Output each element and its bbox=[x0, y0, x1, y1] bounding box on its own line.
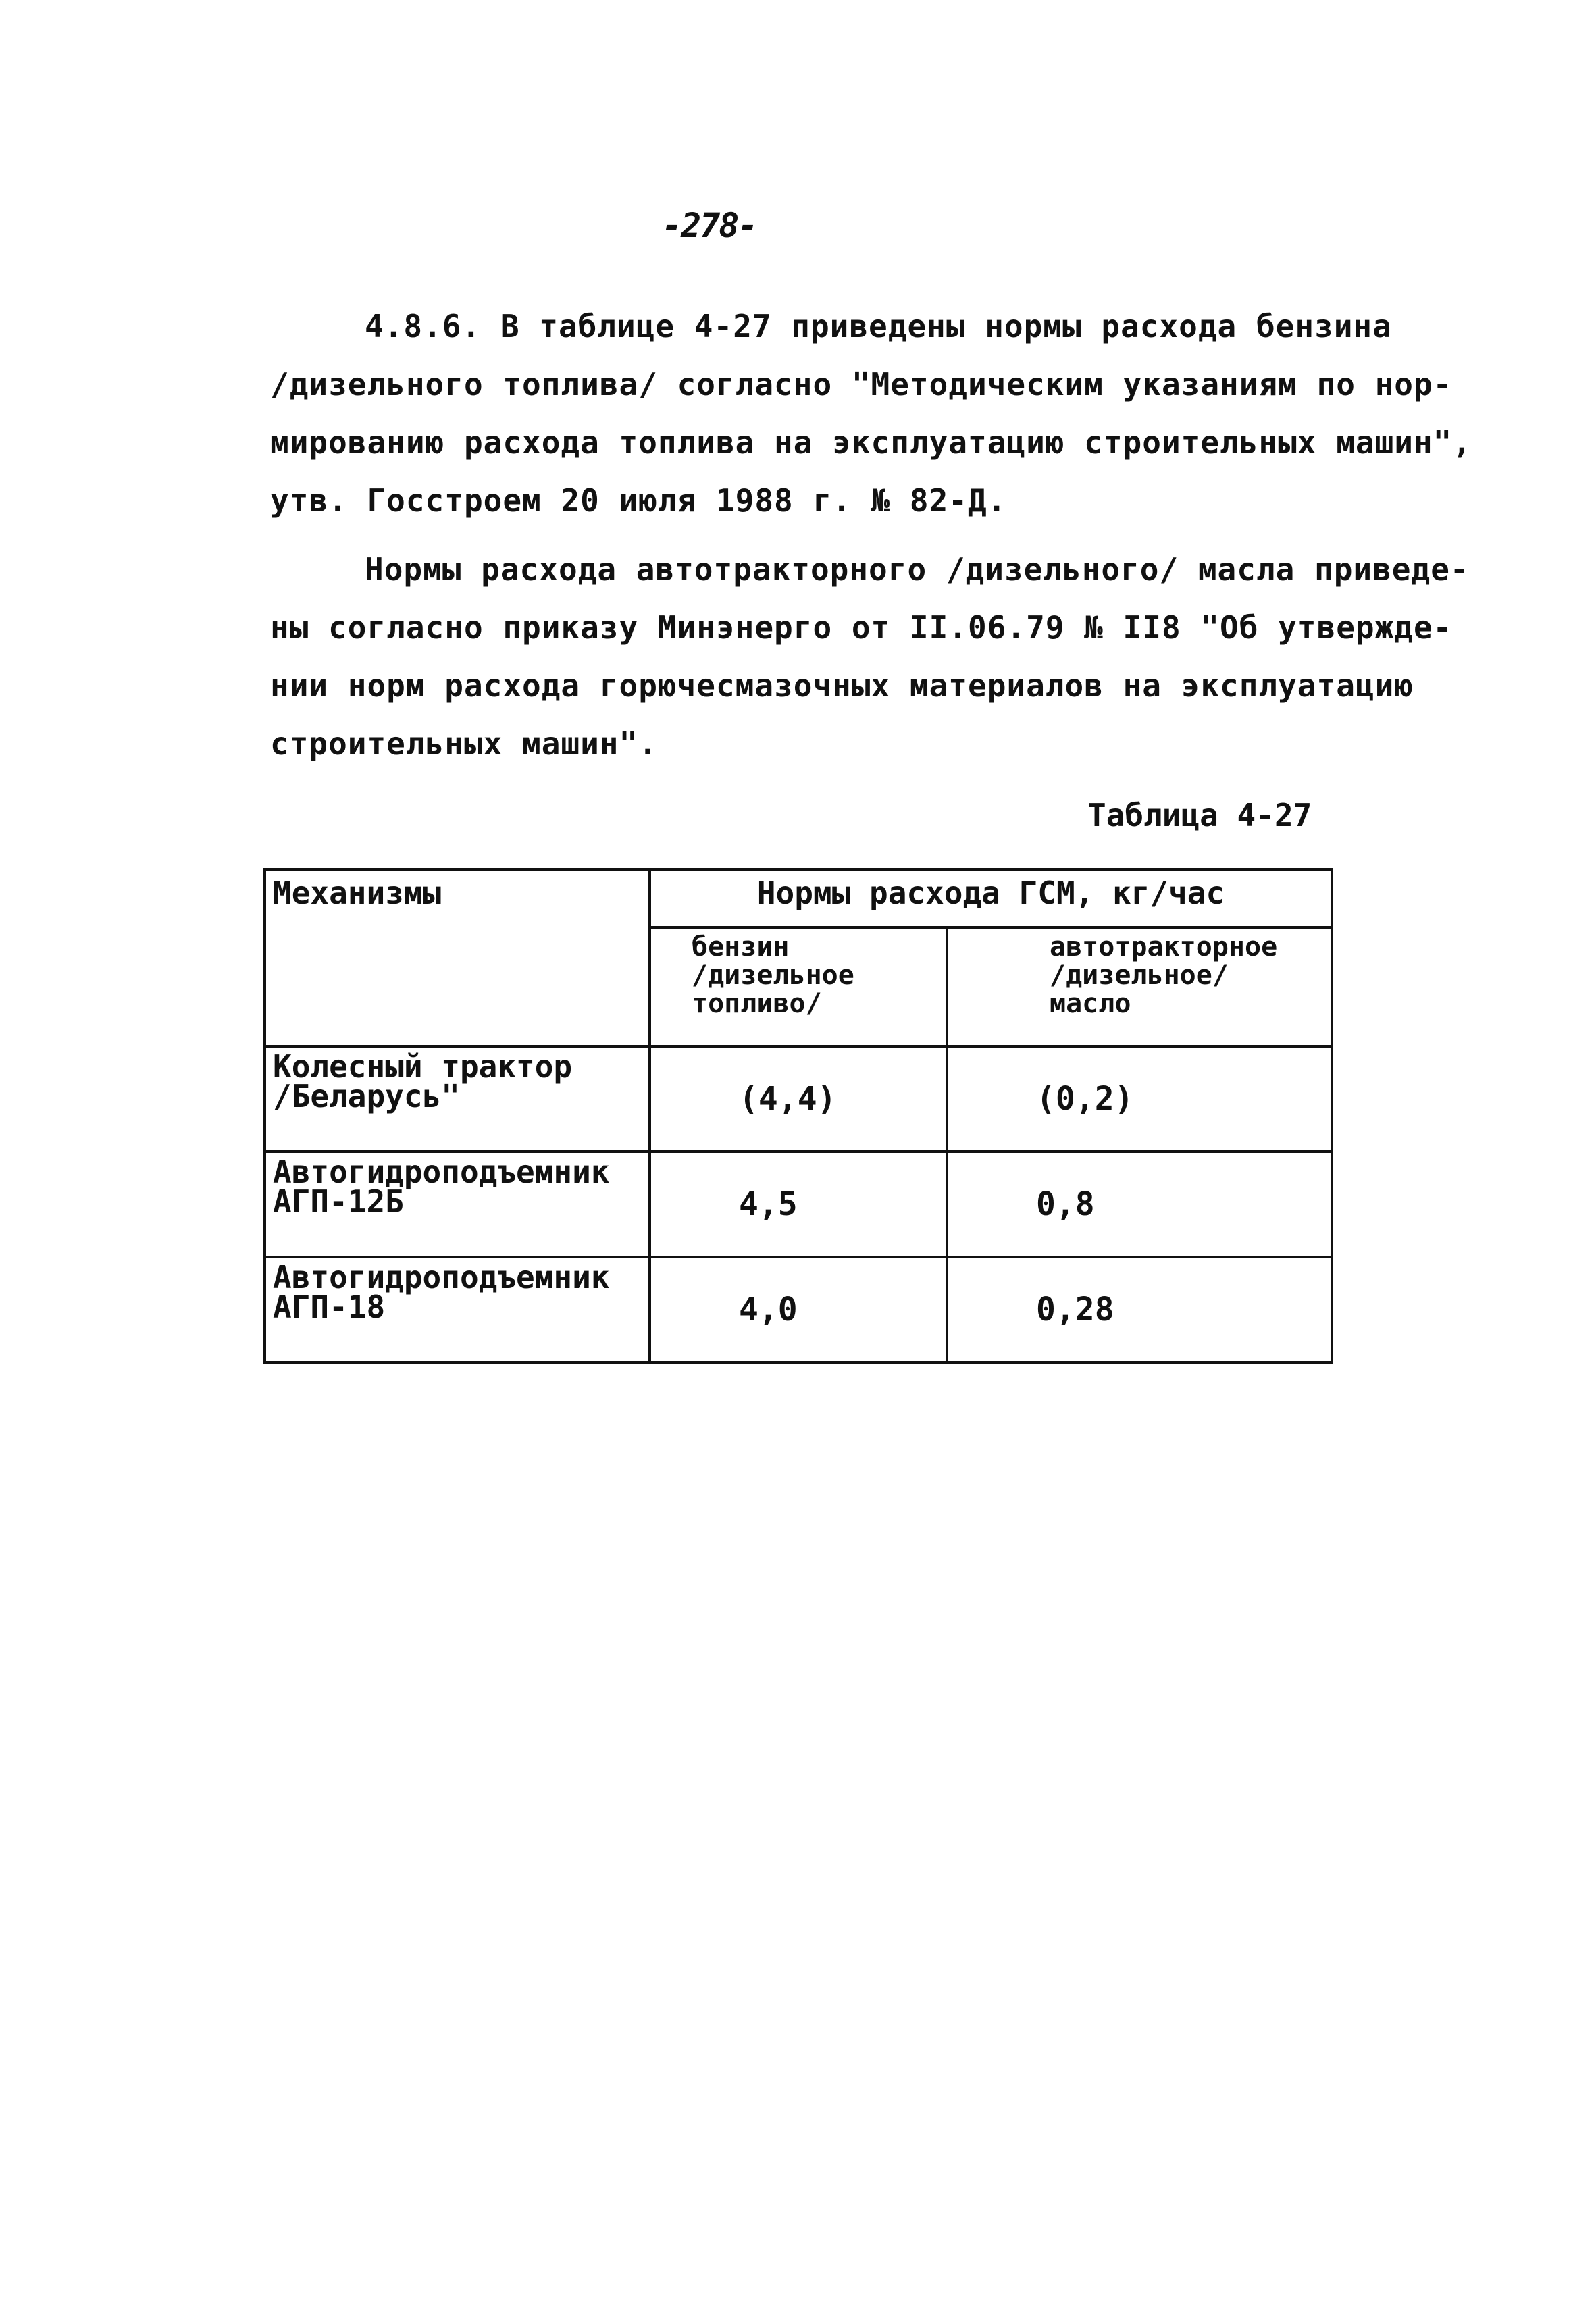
text-line: /дизельного топлива/ согласно "Методическим указаниям по нор- bbox=[270, 366, 1453, 403]
text-line: строительных машин". bbox=[270, 725, 658, 762]
mechanism-name-line: Автогидроподъемник bbox=[273, 1259, 610, 1295]
mechanism-name-line: Автогидроподъемник bbox=[273, 1154, 610, 1190]
header-benzin-line: топливо/ bbox=[692, 988, 822, 1019]
table-row bbox=[265, 1152, 1332, 1257]
benzin-value: 4,0 bbox=[650, 1257, 947, 1362]
header-oil bbox=[947, 927, 1332, 1046]
text-line: мированию расхода топлива на эксплуатацию строительных машин", bbox=[270, 424, 1472, 461]
benzin-value: 4,5 bbox=[650, 1152, 947, 1257]
header-oil-line: масло bbox=[1050, 988, 1131, 1019]
header-oil-line: автотракторное bbox=[1050, 931, 1278, 962]
table-header-row bbox=[265, 869, 1332, 927]
oil-value: (0,2) bbox=[947, 1046, 1332, 1152]
page-number: -278- bbox=[662, 206, 757, 245]
table-row bbox=[265, 1046, 1332, 1152]
mechanism-name bbox=[265, 1046, 650, 1152]
mechanism-name-line: Колесный трактор bbox=[273, 1048, 573, 1085]
header-mechanisms: Механизмы bbox=[265, 869, 650, 1046]
mechanism-name bbox=[265, 1152, 650, 1257]
mechanism-name bbox=[265, 1257, 650, 1362]
table-row bbox=[265, 1257, 1332, 1362]
text-line: ны согласно приказу Минэнерго от II.06.79 № II8 "Об утвержде- bbox=[270, 609, 1453, 646]
oil-value: 0,8 bbox=[947, 1152, 1332, 1257]
header-benzin bbox=[650, 927, 947, 1046]
oil-value: 0,28 bbox=[947, 1257, 1332, 1362]
text-line: утв. Госстроем 20 июля 1988 г. № 82-Д. bbox=[270, 482, 1007, 519]
mechanism-name-line: АГП-18 bbox=[273, 1289, 386, 1325]
header-benzin-line: /дизельное bbox=[692, 960, 854, 991]
paragraph-oil-norms bbox=[270, 540, 1470, 773]
header-norms-group: Нормы расхода ГСМ, кг/час bbox=[650, 869, 1332, 927]
paragraph-fuel-norms bbox=[270, 297, 1472, 530]
text-line: Нормы расхода автотракторного /дизельного/ масла приведе- bbox=[365, 551, 1470, 588]
mechanism-name-line: АГП-12Б bbox=[273, 1183, 404, 1220]
fuel-norms-table bbox=[263, 868, 1333, 1364]
benzin-value: (4,4) bbox=[650, 1046, 947, 1152]
text-line: 4.8.6. В таблице 4-27 приведены нормы расхода бензина bbox=[365, 308, 1392, 344]
header-oil-line: /дизельное/ bbox=[1050, 960, 1229, 991]
mechanism-name-line: /Беларусь" bbox=[273, 1078, 460, 1114]
text-line: нии норм расхода горючесмазочных материалов на эксплуатацию bbox=[270, 667, 1414, 704]
header-benzin-line: бензин bbox=[692, 931, 790, 962]
table-caption: Таблица 4-27 bbox=[1087, 797, 1312, 833]
